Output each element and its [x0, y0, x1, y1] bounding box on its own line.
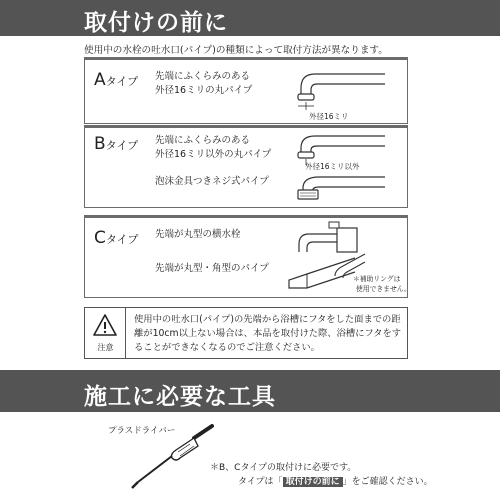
tool-label: プラスドライバー: [108, 426, 176, 436]
type-b-box: [84, 125, 408, 208]
type-b-name: [94, 134, 138, 154]
type-b-line1: 先端にふくらみのある: [155, 135, 251, 146]
type-c-box: [84, 215, 411, 298]
intro-text: 使用中の水栓の吐水口(パイプ)の種類によって取付方法が異なります。: [84, 45, 388, 56]
section-title-tools: 施工に必要な工具: [84, 384, 276, 410]
tools-note-line2: [238, 474, 433, 487]
type-c-note-line1: ＊補助リングは: [353, 275, 401, 283]
caution-text: 使用中の吐水口(パイプ)の先端から浴槽にフタをした面までの距離が10cm以上ない場合は、本品を取付けた際、浴槽にフタをすることができなくなるのでご注意ください。: [134, 314, 402, 353]
type-b-dimension-label: 外径16ミリ以外: [305, 162, 360, 171]
section-title: 取付けの前に: [84, 10, 228, 36]
section-header-required-tools: [0, 370, 500, 412]
type-a-line1: 先端にふくらみのある: [155, 71, 251, 82]
caution-box: [84, 307, 408, 359]
warning-triangle-icon: [93, 314, 117, 336]
type-b-aerator-pipe-illustration: [285, 174, 395, 204]
type-c-letter: C: [94, 228, 106, 248]
tools-note-line1: ＊B、Cタイプの取付けに必要です。: [210, 463, 357, 473]
type-c-line2: 先端が丸型・角型のパイプ: [155, 263, 269, 274]
type-c-note-line2: 使用できません。: [356, 285, 411, 293]
type-a-dimension-label: 外径16ミリ: [309, 112, 349, 121]
type-a-box: [84, 57, 408, 124]
type-c-name: [94, 228, 138, 248]
type-b-line2: 外径16ミリ以外の丸パイプ: [155, 149, 272, 160]
type-a-line2: 外径16ミリの丸パイプ: [155, 85, 253, 96]
section-header-before-install: [0, 0, 500, 36]
type-a-name: [94, 70, 138, 90]
type-b-line3: 泡沫金具つきネジ式パイプ: [155, 176, 269, 187]
tools-note-prefix: タイプは「: [238, 477, 283, 487]
caution-label: 注意: [97, 343, 114, 352]
type-a-suffix: タイプ: [105, 75, 139, 88]
caution-icon-column: [85, 308, 126, 358]
tools-note-suffix: 」をご確認ください。: [342, 477, 433, 487]
type-b-letter: B: [94, 134, 106, 154]
type-a-letter: A: [94, 70, 106, 90]
type-c-suffix: タイプ: [105, 233, 139, 246]
tools-note-highlight: 取付けの前に: [283, 477, 343, 487]
screwdriver-icon: [120, 422, 220, 492]
type-c-line1: 先端が丸型の横水栓: [155, 229, 241, 240]
type-b-suffix: タイプ: [105, 139, 139, 152]
type-a-pipe-illustration: [285, 68, 395, 116]
